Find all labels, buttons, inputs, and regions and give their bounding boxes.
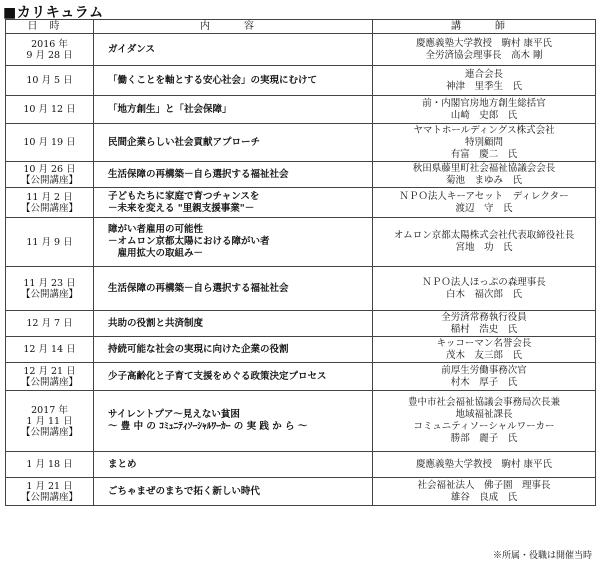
session-speaker-line: 雄谷 良成 氏	[450, 491, 518, 503]
session-date	[6, 337, 94, 363]
session-date-line: 【公開講座】	[20, 288, 78, 300]
session-speaker-line: 前・内閣官房地方創生総括官	[422, 97, 546, 109]
table-row	[6, 34, 596, 66]
session-title-line: －オムロン京都太陽における障がい者	[108, 236, 270, 247]
table-row	[6, 124, 596, 162]
session-date-line: 9 月 28 日	[26, 49, 73, 61]
session-date-line: 2016 年	[31, 38, 68, 50]
session-date-line: 10 月 26 日	[23, 163, 76, 175]
session-date-line: 2017 年	[31, 404, 68, 416]
session-title	[94, 337, 373, 363]
session-title-line: －未来を変える "里親支援事業"－	[108, 202, 255, 214]
session-title-line: 民間企業らしい社会貢献アプローチ	[108, 136, 261, 148]
header-speaker: 講 師	[373, 20, 596, 34]
session-date-line: 1 月 18 日	[26, 459, 73, 470]
table-row	[6, 96, 596, 124]
curriculum-table	[5, 19, 596, 506]
session-speaker-line: 連合会長	[464, 68, 503, 80]
session-speaker-line: ＮＰＯ法人ほっぷの森理事長	[422, 276, 546, 288]
session-date	[6, 452, 94, 478]
table-row	[6, 218, 596, 267]
table-row	[6, 311, 596, 337]
session-date-line: 【公開講座】	[20, 202, 78, 214]
session-title-line: サイレントプア～見えない貧困	[108, 409, 240, 420]
session-date-line: 12 月 14 日	[23, 344, 76, 355]
session-speaker-line: 地域福祉課長	[455, 409, 513, 420]
session-speaker	[373, 478, 596, 506]
session-speaker	[373, 218, 596, 267]
session-title	[94, 96, 373, 124]
session-date-line: 12 月 7 日	[26, 318, 73, 329]
session-title-line: 少子高齢化と子育て支援をめぐる政策決定プロセス	[108, 370, 327, 382]
session-date-line: 10 月 5 日	[26, 75, 73, 86]
session-date-line: 10 月 12 日	[23, 104, 76, 115]
session-speaker-line: オムロン京都太陽株式会社代表取締役社長	[393, 230, 575, 241]
table-row	[6, 452, 596, 478]
table-row	[6, 363, 596, 391]
session-date	[6, 311, 94, 337]
table-row	[6, 66, 596, 96]
session-date	[6, 218, 94, 267]
session-date-line: 1 月 11 日	[26, 415, 73, 427]
session-title-line: ガイダンス	[108, 43, 156, 55]
session-title-line: 「働くことを軸とする安心社会」の実現にむけて	[108, 74, 318, 86]
session-title-line: 子どもたちに家庭で育つチャンスを	[108, 190, 260, 202]
session-title	[94, 363, 373, 391]
session-speaker-line: 渡辺 守 氏	[455, 202, 513, 214]
session-date	[6, 162, 94, 188]
session-speaker	[373, 188, 596, 218]
session-date-line: 【公開講座】	[20, 174, 78, 186]
session-title-line: 雇用拡大の取組み－	[108, 248, 204, 259]
session-speaker	[373, 124, 596, 162]
session-speaker-line: キッコーマン名誉会長	[436, 337, 532, 349]
table-row	[6, 337, 596, 363]
footnote: ※所属・役職は開催当時	[492, 551, 592, 561]
session-speaker-line: 宮地 功 氏	[455, 242, 513, 253]
session-date	[6, 124, 94, 162]
table-row	[6, 188, 596, 218]
session-speaker	[373, 391, 596, 452]
header-date: 日時	[6, 20, 94, 34]
session-date	[6, 363, 94, 391]
session-speaker-line: ＮＰＯ法人キーアセット ディレクター	[399, 190, 569, 202]
session-title	[94, 267, 373, 311]
session-date-line: 【公開講座】	[20, 426, 78, 438]
session-speaker	[373, 162, 596, 188]
session-speaker	[373, 34, 596, 66]
session-speaker-line: コミュニティソーシャルワーカー	[413, 421, 555, 432]
session-title	[94, 188, 373, 218]
session-date	[6, 267, 94, 311]
table-row	[6, 162, 596, 188]
session-date	[6, 188, 94, 218]
session-date	[6, 96, 94, 124]
session-date-line: 【公開講座】	[20, 491, 78, 503]
session-date	[6, 66, 94, 96]
session-speaker-line: 慶應義塾大学教授 駒村 康平氏	[415, 37, 553, 49]
table-row	[6, 267, 596, 311]
session-speaker-line: 社会福祉法人 佛子園 理事長	[417, 479, 551, 491]
session-title-line: 生活保障の再構築－自ら選択する福祉社会	[108, 168, 289, 180]
session-date-line: 11 月 9 日	[26, 236, 73, 248]
session-date-line: 1 月 21 日	[26, 480, 73, 492]
session-title	[94, 311, 373, 337]
session-speaker	[373, 267, 596, 311]
session-speaker	[373, 363, 596, 391]
session-speaker	[373, 66, 596, 96]
session-speaker-line: ヤマトホールディングス株式会社	[413, 124, 555, 136]
session-title-line: まとめ	[108, 458, 137, 470]
session-speaker-line: 有富 慶二 氏	[450, 148, 518, 160]
session-title	[94, 452, 373, 478]
session-speaker-line: 茂木 友三郎 氏	[445, 349, 522, 361]
session-title-line: 障がい者雇用の可能性	[108, 224, 204, 235]
session-speaker-line: 全労済協会理事長 高木 剛	[425, 49, 543, 61]
session-title-line: ごちゃまぜのまちで拓く新しい時代	[108, 485, 260, 497]
session-title	[94, 218, 373, 267]
session-title	[94, 66, 373, 96]
session-date-line: 10 月 19 日	[23, 137, 76, 148]
session-speaker-line: 豊中市社会福祉協議会事務局次長兼	[407, 397, 560, 408]
header-content: 内 容	[94, 20, 373, 34]
session-speaker-line: 村木 厚子 氏	[450, 376, 518, 388]
session-date-line: 【公開講座】	[20, 376, 78, 388]
session-speaker-line: 白木 福次郎 氏	[445, 288, 522, 300]
session-date-line: 12 月 21 日	[23, 365, 76, 377]
session-title	[94, 478, 373, 506]
session-title-line: ～ 豊 中 の ｺﾐｭﾆﾃｨｿｰｼｬﾙﾜｰｶｰ の 実 践 か ら ～	[108, 421, 308, 432]
table-row	[6, 478, 596, 506]
session-speaker-line: 山崎 史郎 氏	[450, 109, 518, 121]
session-speaker	[373, 311, 596, 337]
session-speaker	[373, 96, 596, 124]
session-title	[94, 162, 373, 188]
session-date	[6, 34, 94, 66]
session-speaker-line: 全労済常務執行役員	[441, 311, 527, 323]
session-title-line: 共助の役割と共済制度	[108, 317, 204, 329]
session-date-line: 11 月 2 日	[26, 191, 73, 203]
session-speaker-line: 菊池 まゆみ 氏	[445, 174, 522, 186]
session-speaker-line: 慶應義塾大学教授 駒村 康平氏	[415, 458, 553, 470]
table-row	[6, 391, 596, 452]
session-title	[94, 124, 373, 162]
table-body	[6, 34, 596, 506]
session-title	[94, 34, 373, 66]
session-title-line: 「地方創生」と「社会保障」	[108, 103, 232, 115]
session-speaker-line: 稲村 浩史 氏	[450, 323, 518, 335]
session-title-line: 持続可能な社会の実現に向けた企業の役割	[108, 343, 289, 355]
session-speaker	[373, 452, 596, 478]
section-heading: ■カリキュラム	[3, 5, 104, 21]
table-header-row	[6, 20, 596, 34]
session-speaker-line: 勝部 麗子 氏	[450, 433, 518, 444]
session-speaker-line: 前厚生労働事務次官	[441, 364, 527, 376]
session-speaker-line: 秋田県藤里町社会福祉協議会会長	[412, 162, 556, 174]
session-date-line: 11 月 23 日	[23, 277, 76, 289]
session-speaker-line: 特別顧問	[464, 136, 503, 148]
session-title	[94, 391, 373, 452]
session-speaker	[373, 337, 596, 363]
session-title-line: 生活保障の再構築－自ら選択する福祉社会	[108, 282, 289, 294]
session-date	[6, 478, 94, 506]
session-speaker-line: 神津 里季生 氏	[445, 80, 522, 92]
session-date	[6, 391, 94, 452]
